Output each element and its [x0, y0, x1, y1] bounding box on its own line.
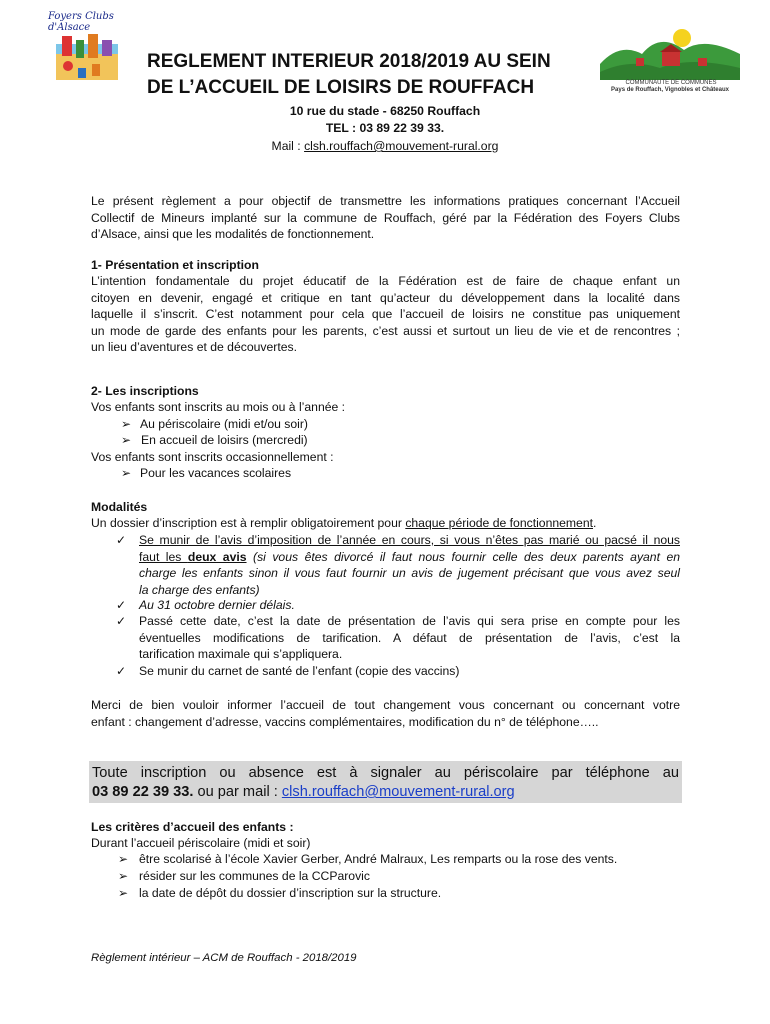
section2-item: Pour les vacances scolaires [140, 466, 292, 480]
merci-paragraph [91, 697, 680, 730]
intro-line: d’Alsace, ainsi que les modalités de fonctionnement. [91, 227, 375, 242]
page-title-line2: DE L’ACCUEIL DE LOISIRS DE ROUFFACH [147, 77, 535, 98]
modalites-intro [91, 515, 596, 532]
section1-line: citoyen en devenir, engagé et critique en tant qu’acteur du développement dans la localité dans [91, 290, 680, 305]
arrow-bullet-icon: ➢ [121, 433, 132, 447]
mail-link[interactable]: clsh.rouffach@mouvement-rural.org [304, 139, 499, 153]
checklist-line: la charge des enfants) [139, 582, 260, 597]
checklist-item-delai: Au 31 octobre dernier délais. [139, 598, 295, 612]
mail-label: Mail : [271, 139, 305, 153]
section1-line: un lieu d’aventures et de découvertes. [91, 340, 297, 355]
contact-highlight-box [89, 761, 682, 803]
checkmark-icon: ✓ [116, 664, 127, 678]
checklist-item-tarif [139, 613, 680, 663]
logo-caption: Foyers Clubs d'Alsace [48, 11, 114, 33]
checklist-line [139, 549, 680, 566]
checklist-line: éventuelles modifications de tarification. A défaut de présentation de l’avis, c’est la [139, 630, 680, 645]
arrow-bullet-icon: ➢ [118, 886, 129, 900]
intro-paragraph [91, 193, 680, 243]
page-title-line1: REGLEMENT INTERIEUR 2018/2019 AU SEIN [147, 51, 551, 72]
telephone: TEL : 03 89 22 39 33. [325, 121, 445, 135]
contact-box-line2 [92, 782, 515, 802]
contact-box-line1: Toute inscription ou absence est à signaler au périscolaire par téléphone au [92, 765, 679, 781]
arrow-bullet-icon: ➢ [118, 869, 129, 883]
section1-line: L’intention fondamentale du projet éducatif de la Fédération est de faire de chaque enfant un [91, 274, 680, 288]
checkmark-icon: ✓ [116, 614, 127, 628]
criteres-item: être scolarisé à l’école Xavier Gerber, André Malraux, Les remparts ou la rose des vents. [139, 852, 618, 866]
modalites-intro-underlined: chaque période de fonctionnement [405, 516, 594, 530]
deux-avis-emphasis: deux avis [187, 549, 247, 564]
checklist-span: (si vous êtes divorcé il faut nous fournir celle des deux parents ayant en [246, 549, 681, 564]
section1-line: un mode de garde des enfants pour les parents, c’est aussi et surtout un lieu de vie et de rencontres ; [91, 323, 680, 338]
logo-line2: Pays de Rouffach, Vignobles et Châteaux [611, 87, 729, 93]
checkmark-icon: ✓ [116, 533, 127, 547]
checklist-line: charge les enfants sinon il vous faut fournir un avis de jugement précisant que vous avez seul [139, 566, 680, 581]
foyers-clubs-logo [48, 11, 122, 82]
arrow-bullet-icon: ➢ [121, 466, 132, 480]
checklist-line: Se munir de l’avis d’imposition de l’année en cours, si vous n’êtes pas marié ou pacsé il nous [139, 533, 680, 547]
contact-phone: 03 89 22 39 33. [92, 784, 194, 800]
arrow-bullet-icon: ➢ [118, 852, 129, 866]
logo-line1: COMMUNAUTE DE COMMUNES [625, 80, 717, 86]
intro-line: Le présent règlement a pour objectif de transmettre les informations pratiques concernant l’Accueil [91, 194, 680, 208]
checklist-line: Passé cette date, c’est la date de présentation de l’avis qui sera prise en compte pour les [139, 614, 680, 628]
address: 10 rue du stade - 68250 Rouffach [289, 104, 481, 118]
modalites-intro-text: Un dossier d’inscription est à remplir obligatoirement pour [91, 516, 406, 530]
criteres-item: la date de dépôt du dossier d’inscription sur la structure. [139, 886, 442, 900]
intro-line: Collectif de Mineurs implanté sur la commune de Rouffach, géré par la Fédération des Foyers Clubs [91, 210, 680, 225]
merci-line: enfant : changement d’adresse, vaccins complémentaires, modification du n° de téléphone….. [91, 714, 599, 729]
checklist-item-sante: Se munir du carnet de santé de l’enfant (copie des vaccins) [139, 664, 460, 678]
communaute-communes-logo [600, 24, 740, 96]
page-footer: Règlement intérieur – ACM de Rouffach - 2018/2019 [91, 952, 357, 964]
criteres-heading: Les critères d’accueil des enfants : [91, 820, 294, 834]
section2-item: Au périscolaire (midi et/ou soir) [140, 417, 308, 431]
section2-heading: 2- Les inscriptions [91, 384, 199, 398]
checklist-line: tarification maximale qui s’appliquera. [139, 647, 343, 662]
checklist-item-avis [139, 532, 680, 598]
section1-heading: 1- Présentation et inscription [91, 258, 259, 272]
section2-line2: Vos enfants sont inscrits occasionnellement : [91, 450, 334, 464]
checkmark-icon: ✓ [116, 598, 127, 612]
criteres-line1: Durant l’accueil périscolaire (midi et soir) [91, 836, 311, 850]
section1-line: laquelle il s’inscrit. C’est notamment pour cela que l’accueil de loisirs ne constitue pas uniquement [91, 307, 680, 322]
section2-item: En accueil de loisirs (mercredi) [141, 433, 308, 447]
contact-mail-pre: ou par mail : [193, 784, 282, 800]
contact-mail-link[interactable]: clsh.rouffach@mouvement-rural.org [281, 784, 515, 800]
mail-line [0, 138, 770, 154]
section2-line1: Vos enfants sont inscrits au mois ou à l’année : [91, 400, 346, 414]
criteres-item: résider sur les communes de la CCParovic [139, 869, 370, 883]
modalites-intro-end: . [593, 516, 597, 530]
section1-paragraph [91, 273, 680, 356]
arrow-bullet-icon: ➢ [121, 417, 132, 431]
modalites-heading: Modalités [91, 500, 148, 514]
checklist-span: faut les [139, 549, 188, 564]
merci-line: Merci de bien vouloir informer l’accueil de tout changement vous concernant ou concernant votre [91, 698, 680, 712]
